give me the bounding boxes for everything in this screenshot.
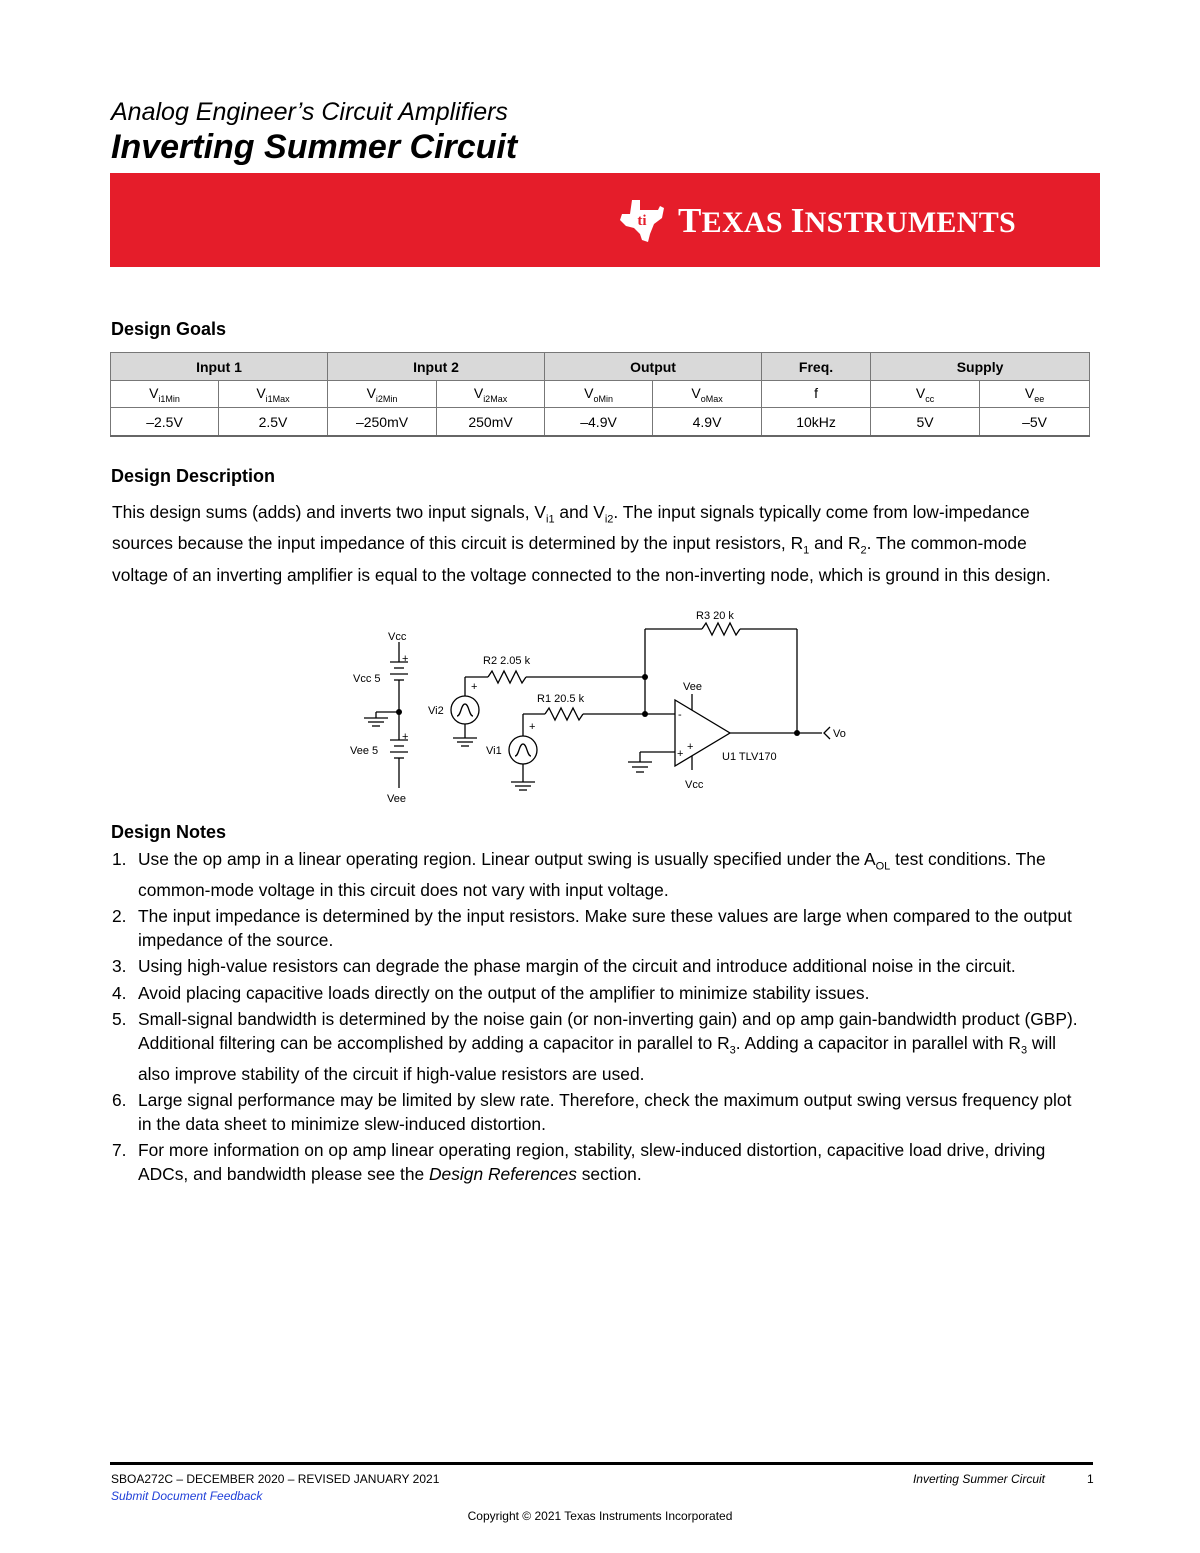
label-vcc-top: Vcc (388, 631, 407, 643)
series-title: Analog Engineer’s Circuit Amplifiers (111, 98, 508, 126)
label-vee-source: Vee 5 (350, 745, 379, 757)
label-opamp-minus: - (678, 709, 682, 721)
param-cell: f (762, 381, 871, 408)
value-cell: –4.9V (545, 408, 653, 437)
label-vi2: Vi2 (428, 705, 444, 717)
value-cell: –2.5V (111, 408, 219, 437)
table-param-row (111, 381, 1090, 408)
design-notes-list (112, 848, 1087, 1189)
list-item: 6. Large signal performance may be limited by slew rate. Therefore, check the maximum output swing versus frequency plot in the data sheet to minimize slew-induced distortion. (112, 1090, 1072, 1134)
list-item: 7. For more information on op amp linear operating region, stability, slew-induced distortion, capacitive load drive, driving ADCs, and bandwidth please see the Design References section. (112, 1140, 1046, 1184)
group-supply: Supply (871, 353, 1090, 381)
list-item: 2. The input impedance is determined by the input resistors. Make sure these values are large when compared to the output impedance of the source. (112, 906, 1072, 950)
list-item: 1. Use the op amp in a linear operating region. Linear output swing is usually specified under the $A_{OL}$ test conditions. The common-mode voltage in this circuit does not vary with input voltage. (112, 849, 1046, 900)
table-header-row (111, 353, 1090, 381)
texas-state-logo-icon (618, 198, 666, 244)
design-goals-table (110, 352, 1090, 437)
group-input1: Input 1 (111, 353, 328, 381)
value-cell: 250mV (437, 408, 545, 437)
group-input2: Input 2 (328, 353, 545, 381)
circuit-schematic (340, 602, 860, 812)
label-opamp-name: U1 TLV170 (722, 751, 777, 763)
label-vo: Vo (833, 728, 846, 740)
label-plus-vi1: + (529, 721, 536, 733)
brand-banner (110, 173, 1100, 267)
list-item: 5. Small-signal bandwidth is determined by the noise gain (or non-inverting gain) and op amp gain-bandwidth product (GBP). Additional filtering can be accomplished by adding a capacitor in parallel to $R_3$. Adding a capacitor in parallel with $R_3$ will also improve stability of the circuit if high-value resistors are used. (112, 1009, 1078, 1084)
design-description-text: This design sums (adds) and inverts two input signals, $V_{i1}$ and $V_{i2}$. The input signals typically come from low-impedance sources because the input impedance of this circuit is determined by the input resistors, $R_1$ and $R_2$. The common-mode voltage of an inverting amplifier is equal to the voltage connected to the non-inverting node, which is ground in this design. (112, 502, 1051, 585)
label-plus-vee: + (402, 731, 409, 743)
param-cell: $V_{i2Max}$ (437, 381, 545, 408)
value-cell: –250mV (328, 408, 437, 437)
value-cell: 2.5V (219, 408, 328, 437)
label-r2: R2 2.05 k (483, 655, 531, 667)
page-number: 1 (1087, 1472, 1094, 1486)
value-cell: –5V (980, 408, 1090, 437)
design-references-ref: Design References (429, 1163, 577, 1184)
value-cell: 10kHz (762, 408, 871, 437)
label-r1: R1 20.5 k (537, 693, 585, 705)
value-cell: 5V (871, 408, 980, 437)
param-cell: $V_{i1Max}$ (219, 381, 328, 408)
label-opamp-vee: Vee (683, 681, 702, 693)
design-goals-heading: Design Goals (111, 319, 227, 339)
list-item: 3. Using high-value resistors can degrade the phase margin of the circuit and introduce additional noise in the circuit. (112, 956, 1016, 977)
group-freq: Freq. (762, 353, 871, 381)
list-item: 4. Avoid placing capacitive loads directly on the output of the amplifier to minimize stability issues. (112, 982, 870, 1003)
label-vee-bottom: Vee (387, 793, 406, 805)
label-vi1: Vi1 (486, 745, 502, 757)
label-plus-vi2: + (471, 681, 478, 693)
param-cell: $V_{i2Min}$ (328, 381, 437, 408)
label-opamp-plus2: + (687, 741, 694, 753)
param-cell: $V_{oMin}$ (545, 381, 653, 408)
label-opamp-vcc: Vcc (685, 779, 704, 791)
design-description-heading: Design Description (111, 466, 276, 486)
param-cell: $V_{oMax}$ (653, 381, 762, 408)
label-plus-vcc: + (402, 653, 409, 665)
ti-logo (618, 198, 1016, 244)
svg-text:ti: ti (637, 213, 647, 229)
table-value-row (111, 408, 1090, 437)
param-cell: $V_{i1Min}$ (111, 381, 219, 408)
label-r3: R3 20 k (696, 610, 734, 622)
param-cell: $V_{cc}$ (871, 381, 980, 408)
value-cell: 4.9V (653, 408, 762, 437)
copyright: Copyright © 2021 Texas Instruments Incorporated (467, 1509, 733, 1523)
label-opamp-plus: + (677, 748, 684, 760)
submit-feedback-link[interactable]: Submit Document Feedback (111, 1489, 263, 1503)
footer-divider (110, 1462, 1093, 1465)
design-notes-heading: Design Notes (111, 822, 227, 842)
label-vcc-source: Vcc 5 (353, 673, 381, 685)
brand-wordmark: TEXAS INSTRUMENTS (678, 201, 1016, 240)
page-title: Inverting Summer Circuit (111, 128, 518, 166)
footer-doc-title: Inverting Summer Circuit (912, 1472, 1045, 1486)
group-output: Output (545, 353, 762, 381)
param-cell: $V_{ee}$ (980, 381, 1090, 408)
document-id: SBOA272C – DECEMBER 2020 – REVISED JANUARY 2021 (111, 1472, 440, 1486)
